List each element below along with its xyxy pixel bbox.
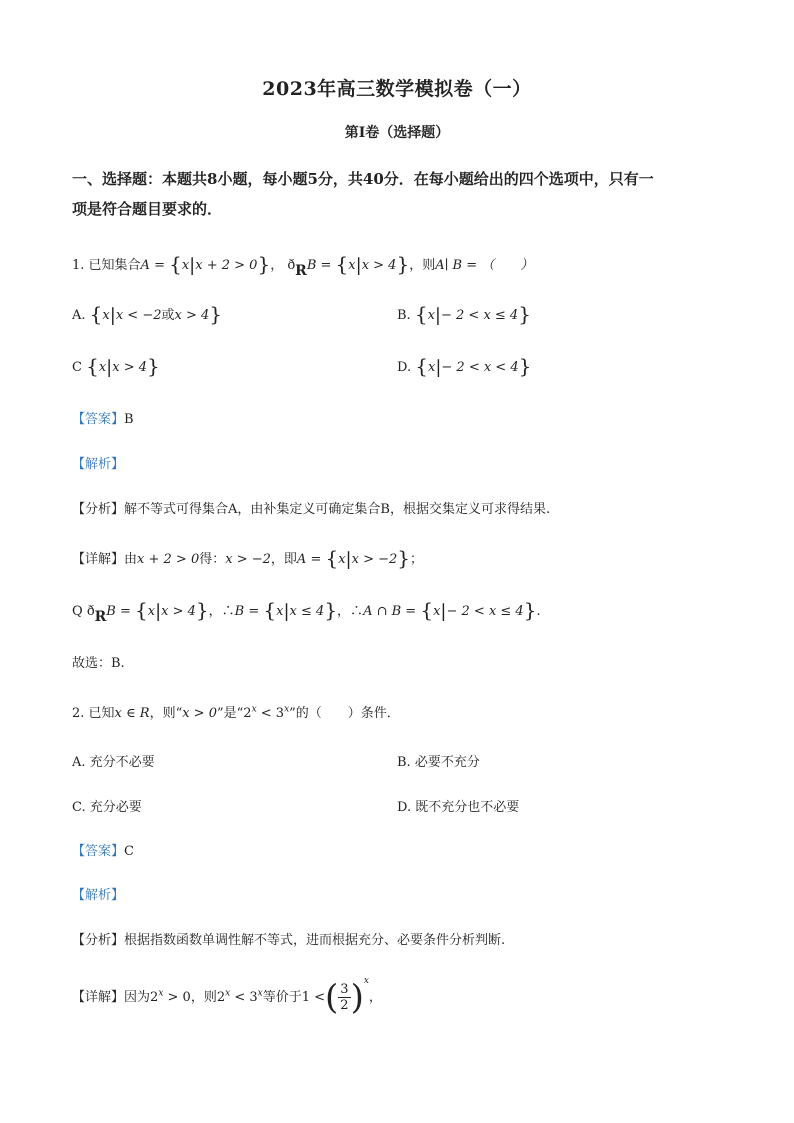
q1-option-b: B. {x|− 2 < x ≤ 4} (397, 302, 531, 326)
q2-option-b: B. 必要不充分 (397, 755, 480, 770)
q1-answer: 【答案】B (72, 412, 134, 427)
complement-symbol: ð (287, 258, 296, 273)
q1-number: 1. 已知集合 (72, 258, 141, 273)
fraction: $\frac{3}{2}$ (340, 982, 349, 1013)
document-title: 2023年高三数学模拟卷（一） (262, 78, 532, 100)
q1-option-c: C {x|x > 4} (72, 354, 160, 378)
question-1-stem: 1. 已知集合A = {x|x + 2 > 0}， ðRB = {x|x > 4}，则A∣ B = （ ） (72, 252, 534, 279)
q1-option-d: D. {x|− 2 < x < 4} (397, 354, 532, 378)
section-heading: 一、选择题：本题共8小题，每小题5分，共40分．在每小题给出的四个选项中，只有一 (72, 170, 654, 188)
q1-analysis-tag: 【解析】 (72, 457, 125, 472)
question-2-stem: 2. 已知x ∈ R，则“x > 0”是“$2^x < 3^x$”的（ ）条件． (72, 704, 400, 721)
q2-option-d: D. 既不充分也不必要 (397, 800, 520, 815)
q2-xiangjie: 【详解】因为$2^x > 0$，则$2^x < 3^x$等价于1 <( $\frac{3}{2}$ )$^x$， (72, 976, 382, 1018)
q1-xiangjie: 【详解】由x + 2 > 0得：x > −2，即A = {x|x > −2}； (72, 546, 424, 570)
q2-analysis-tag: 【解析】 (72, 888, 125, 903)
q1-fenxi: 【分析】解不等式可得集合A，由补集定义可确定集合B，根据交集定义可求得结果. (72, 502, 551, 517)
section-heading-cont: 项是符合题目要求的． (72, 200, 223, 218)
q1-option-a: A. {x|x < −2或x > 4} (72, 302, 222, 326)
q2-answer: 【答案】C (72, 844, 134, 859)
q1-choose: 故选：B. (72, 656, 125, 671)
document-subtitle: 第Ⅰ卷（选择题） (344, 125, 450, 141)
q2-fenxi: 【分析】根据指数函数单调性解不等式，进而根据充分、必要条件分析判断. (72, 933, 506, 948)
q2-option-c: C. 充分必要 (72, 800, 142, 815)
q1-derivation: Q ðRB = {x|x > 4}，∴B = {x|x ≤ 4}，∴A ∩ B = {x|− 2 < x ≤ 4}. (72, 598, 541, 625)
q2-option-a: A. 充分不必要 (72, 755, 155, 770)
